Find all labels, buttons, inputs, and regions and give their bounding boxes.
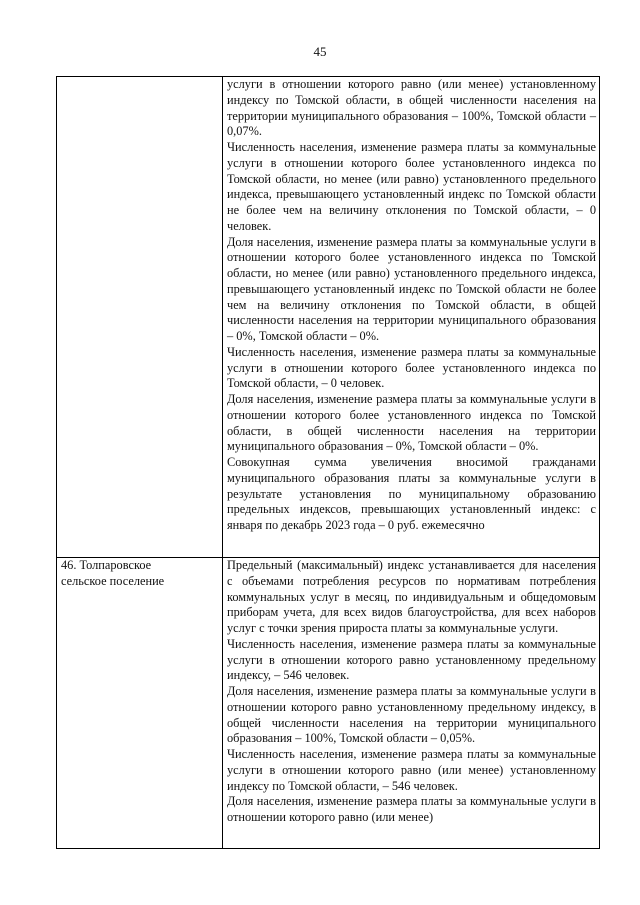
paragraph: Совокупная сумма увеличения вносимой гражданами муниципального образования платы за коммунальные услуги в результате установления по муниципальному образованию предельных индексов, превышающих установленный индекс: с января по декабрь 2023 года – 0 руб. ежемесячно bbox=[227, 455, 596, 532]
indicators-cell bbox=[223, 558, 600, 849]
paragraph: Доля населения, изменение размера платы за коммунальные услуги в отношении которого равно установленному предельному индексу, в общей численности населения на территории муниципального образования – 100%, Томской области – 0,05%. bbox=[227, 684, 596, 746]
indicators-cell bbox=[223, 77, 600, 558]
municipality-cell bbox=[57, 77, 223, 558]
paragraph: Доля населения, изменение размера платы за коммунальные услуги в отношении которого более установленного индекса по Томской области, в общей численности населения на территории муниципального образования – 0%, Томской области – 0%. bbox=[227, 392, 596, 454]
paragraph: Доля населения, изменение размера платы за коммунальные услуги в отношении которого более установленного индекса по Томской области, но менее (или равно) установленного предельного индекса, превышающего установленный индекс по Томской области не более чем на величину отклонения по Томской области, в общей численности населения на территории муниципального образования – 0%, Томской области – 0%. bbox=[227, 234, 596, 343]
paragraph: Численность населения, изменение размера платы за коммунальные услуги в отношении которого равно (или менее) установленному индексу по Томской области, – 546 человек. bbox=[227, 747, 596, 793]
paragraph: Численность населения, изменение размера платы за коммунальные услуги в отношении которого более установленного индекса по Томской области, но менее (или равно) установленного предельного индекса, превышающего установленный индекс по Томской области не более чем на величину отклонения по Томской области, – 0 человек. bbox=[227, 140, 596, 233]
paragraph: Численность населения, изменение размера платы за коммунальные услуги в отношении которого более установленного индекса по Томской области, – 0 человек. bbox=[227, 344, 596, 391]
table-row bbox=[57, 77, 600, 558]
municipality-name: 46. Толпаровское сельское поселение bbox=[61, 558, 165, 588]
paragraph: услуги в отношении которого равно (или менее) установленному индексу по Томской области, в общей численности населения на территории муниципального образования – 100%, Томской области – 0,07%. bbox=[227, 77, 596, 139]
municipal-index-table bbox=[56, 76, 600, 849]
table-row bbox=[57, 558, 600, 849]
paragraph: Предельный (максимальный) индекс устанавливается для населения с объемами потребления ресурсов по нормативам потребления коммунальных услуг в месяц, по индивидуальным и общедомовым приборам учета, для всех видов благоустройства, для всех наборов услуг с точки зрения прироста платы за коммунальные услуги. bbox=[227, 558, 596, 635]
paragraph: Доля населения, изменение размера платы за коммунальные услуги в отношении которого равно (или менее) bbox=[227, 794, 596, 824]
page-number: 45 bbox=[313, 44, 327, 59]
paragraph: Численность населения, изменение размера платы за коммунальные услуги в отношении которого равно установленному предельному индексу, – 546 человек. bbox=[227, 636, 596, 683]
municipality-cell bbox=[57, 558, 223, 849]
